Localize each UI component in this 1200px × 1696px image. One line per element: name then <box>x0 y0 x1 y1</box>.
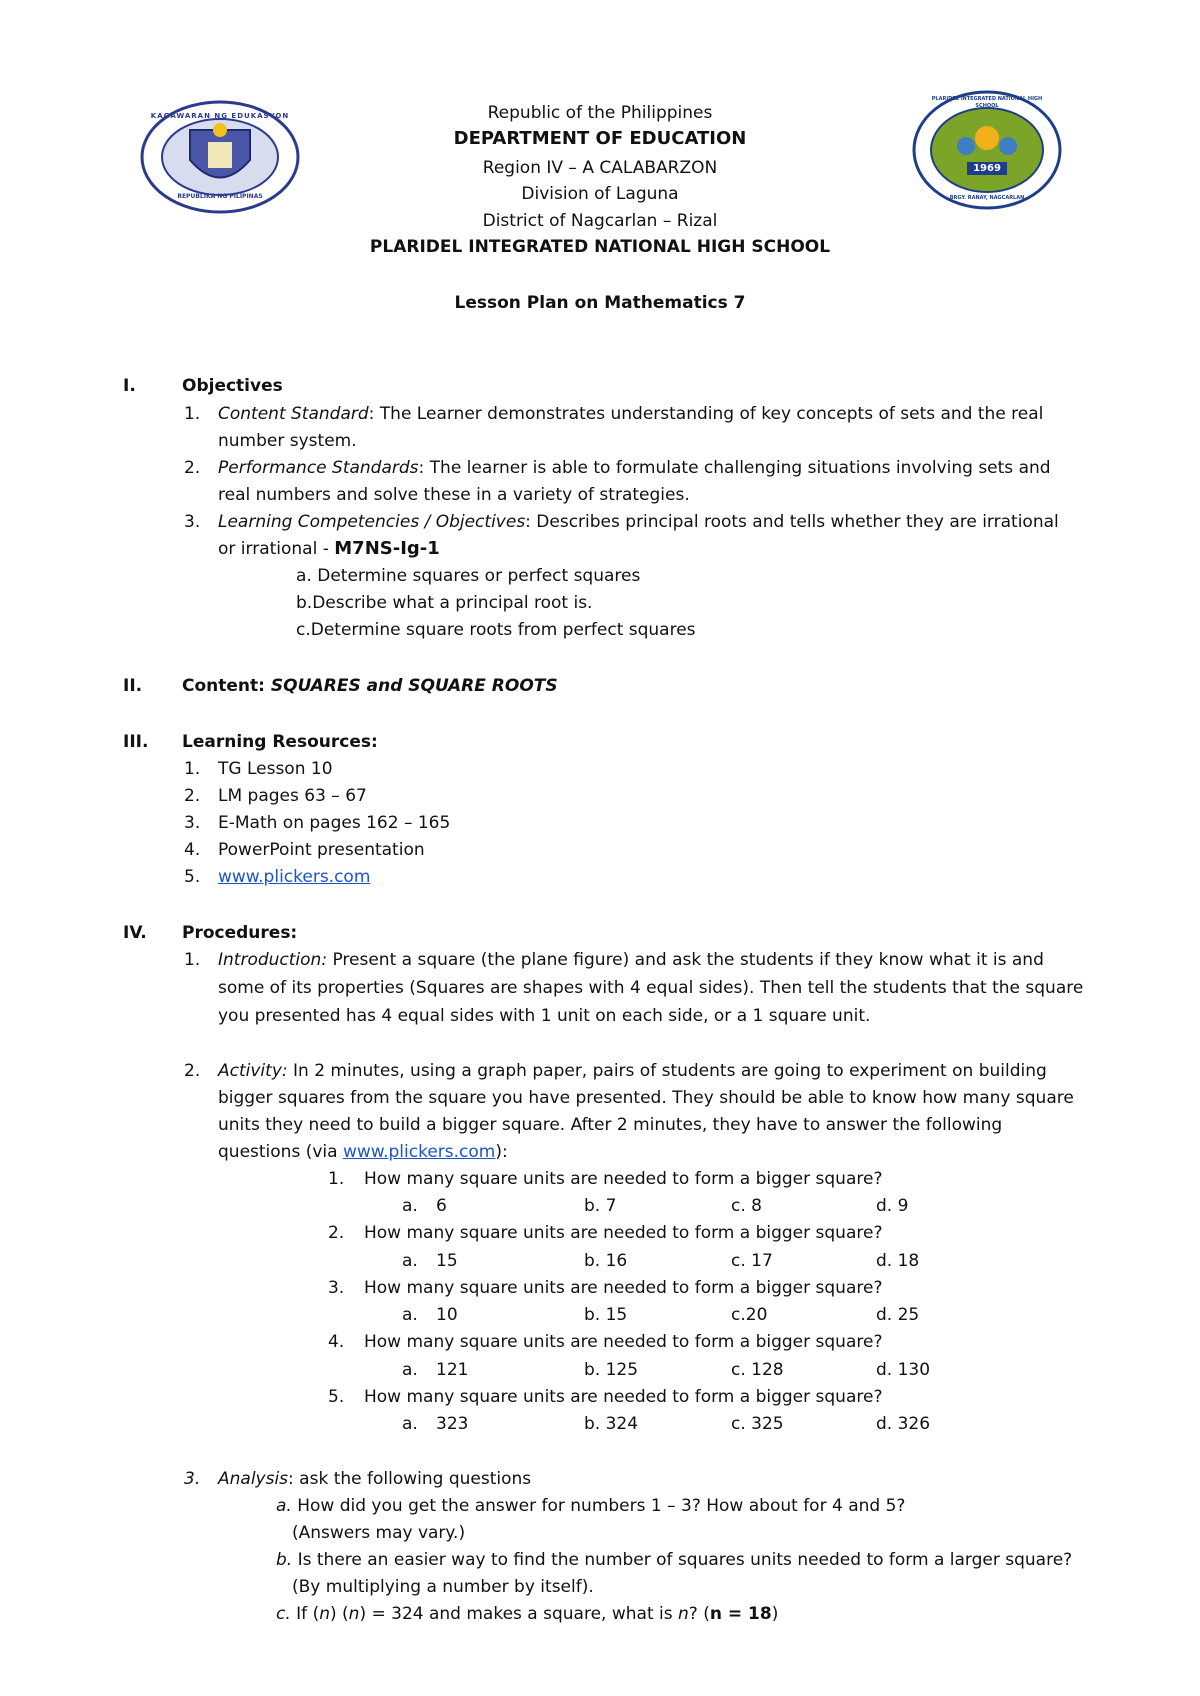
q4-choice-c: c. 128 <box>731 1360 784 1380</box>
activity-line2: bigger squares from the square you have presented. They should be able to know how many square <box>218 1088 1074 1108</box>
question-1-text: How many square units are needed to form a bigger square? <box>364 1169 883 1189</box>
resource-2-num: 2. <box>184 786 201 806</box>
plickers-link[interactable]: www.plickers.com <box>342 1142 496 1162</box>
activity-line3: units they need to build a bigger square. After 2 minutes, they have to answer the following <box>218 1115 1003 1135</box>
objective-1-text: : The Learner demonstrates understanding of key concepts of sets and the real <box>368 404 1044 424</box>
department-line: DEPARTMENT OF EDUCATION <box>453 128 747 149</box>
q4-choice-b: b. 125 <box>584 1360 639 1380</box>
resource-1-num: 1. <box>184 759 201 779</box>
analysis-c-mid: ) ( <box>330 1604 349 1624</box>
procedures-heading: Procedures: <box>182 923 298 943</box>
objective-1-label: Content Standard <box>218 404 369 424</box>
content-topic: SQUARES and SQUARE ROOTS <box>270 676 558 696</box>
q2-choice-c: c. 17 <box>731 1251 773 1271</box>
analysis-label: Analysis <box>218 1469 289 1489</box>
objective-1-line2: number system. <box>218 431 357 451</box>
intro-text1: Present a square (the plane figure) and ask the students if they know what it is and <box>327 950 1044 970</box>
resources-heading: Learning Resources: <box>182 732 378 752</box>
analysis-c-letter: c. <box>276 1604 291 1624</box>
resource-5-link[interactable]: www.plickers.com <box>218 867 371 887</box>
activity-label: Activity: <box>218 1061 288 1081</box>
content-heading <box>182 674 558 698</box>
objective-3-text2: or irrational - <box>218 539 335 559</box>
q3-choice-a-letter: a. <box>402 1305 418 1325</box>
analysis-c-n3: n <box>678 1604 689 1624</box>
resources-roman: III. <box>123 732 149 752</box>
analysis-c-n1: n <box>319 1604 330 1624</box>
q1-choice-a-letter: a. <box>402 1196 418 1216</box>
analysis-b <box>276 1548 1072 1572</box>
question-4-num: 4. <box>328 1332 345 1352</box>
analysis-b-answer: (By multiplying a number by itself). <box>292 1577 594 1597</box>
resource-4-num: 4. <box>184 840 201 860</box>
intro-line1 <box>218 948 1044 972</box>
q1-choice-d: d. 9 <box>876 1196 909 1216</box>
intro-line3: you presented has 4 equal sides with 1 unit on each side, or a 1 square unit. <box>218 1006 871 1026</box>
resource-3: E-Math on pages 162 – 165 <box>218 813 451 833</box>
objective-2-label: Performance Standards <box>218 458 419 478</box>
objective-1-num: 1. <box>184 404 201 424</box>
analysis-a-letter: a. <box>276 1496 292 1516</box>
objective-2-text: : The learner is able to formulate challenging situations involving sets and <box>418 458 1051 478</box>
q3-choice-c: c.20 <box>731 1305 768 1325</box>
lesson-title: Lesson Plan on Mathematics 7 <box>454 293 746 313</box>
analysis-c-answer: n = 18 <box>709 1604 772 1624</box>
objective-2-line2: real numbers and solve these in a variety of strategies. <box>218 485 690 505</box>
school-name: PLARIDEL INTEGRATED NATIONAL HIGH SCHOOL <box>369 237 831 257</box>
division-line: Division of Laguna <box>521 184 679 204</box>
school-seal-top-text: PLARIDEL INTEGRATED NATIONAL HIGH SCHOOL <box>931 96 1043 109</box>
q2-choice-d: d. 18 <box>876 1251 920 1271</box>
q2-choice-b: b. 16 <box>584 1251 628 1271</box>
q1-choice-b: b. 7 <box>584 1196 617 1216</box>
analysis-a-text: How did you get the answer for numbers 1 – 3? How about for 4 and 5? <box>291 1496 906 1516</box>
republic-line: Republic of the Philippines <box>487 103 713 123</box>
activity-line4 <box>218 1140 508 1164</box>
q5-choice-c: c. 325 <box>731 1414 784 1434</box>
q4-choice-d: d. 130 <box>876 1360 931 1380</box>
q5-choice-a: 323 <box>436 1414 469 1434</box>
q4-choice-a: 121 <box>436 1360 469 1380</box>
resource-2: LM pages 63 – 67 <box>218 786 367 806</box>
objective-sub-c: c.Determine square roots from perfect squares <box>296 620 696 640</box>
objective-3-num: 3. <box>184 512 201 532</box>
objective-3-code: M7NS-Ig-1 <box>334 538 440 559</box>
question-3-num: 3. <box>328 1278 345 1298</box>
q2-choice-a: 15 <box>436 1251 458 1271</box>
content-roman: II. <box>123 676 143 696</box>
analysis-a <box>276 1494 905 1518</box>
district-line: District of Nagcarlan – Rizal <box>482 211 718 231</box>
intro-num: 1. <box>184 950 201 970</box>
question-5-num: 5. <box>328 1387 345 1407</box>
analysis-b-letter: b. <box>276 1550 293 1570</box>
q4-choice-a-letter: a. <box>402 1360 418 1380</box>
analysis-c-pre: If ( <box>290 1604 320 1624</box>
question-2-text: How many square units are needed to form a bigger square? <box>364 1223 883 1243</box>
objective-3-line1 <box>218 510 1059 534</box>
activity-text1: In 2 minutes, using a graph paper, pairs of students are going to experiment on building <box>287 1061 1047 1081</box>
activity-num: 2. <box>184 1061 201 1081</box>
q1-choice-a: 6 <box>436 1196 447 1216</box>
analysis-num: 3. <box>184 1469 201 1489</box>
analysis-c-mid2: ) = 324 and makes a square, what is <box>359 1604 679 1624</box>
q2-choice-a-letter: a. <box>402 1251 418 1271</box>
objectives-heading: Objectives <box>182 376 283 396</box>
question-3-text: How many square units are needed to form a bigger square? <box>364 1278 883 1298</box>
activity-line4a: questions (via <box>218 1142 343 1162</box>
content-label: Content: <box>182 676 271 696</box>
q5-choice-b: b. 324 <box>584 1414 639 1434</box>
analysis-intro: : ask the following questions <box>288 1469 532 1489</box>
analysis-c <box>276 1602 778 1626</box>
objectives-roman: I. <box>123 376 136 396</box>
deped-seal-bottom-text: REPUBLIKA NG PILIPINAS <box>177 193 263 200</box>
objective-sub-a: a. Determine squares or perfect squares <box>296 566 641 586</box>
analysis-b-text: Is there an easier way to find the number of squares units needed to form a larger square? <box>292 1550 1073 1570</box>
resource-4: PowerPoint presentation <box>218 840 425 860</box>
q5-choice-a-letter: a. <box>402 1414 418 1434</box>
question-4-text: How many square units are needed to form a bigger square? <box>364 1332 883 1352</box>
intro-label: Introduction: <box>218 950 328 970</box>
school-seal-bottom-text: BRGY. RANAY, NAGCARLAN <box>949 195 1025 201</box>
school-seal-year: 1969 <box>973 163 1001 174</box>
objective-1-line1 <box>218 402 1043 426</box>
region-line: Region IV – A CALABARZON <box>482 158 718 178</box>
q5-choice-d: d. 326 <box>876 1414 931 1434</box>
objective-3-text: : Describes principal roots and tells whether they are irrational <box>525 512 1059 532</box>
objective-3-line2 <box>218 537 440 561</box>
procedures-roman: IV. <box>123 923 147 943</box>
analysis-c-n2: n <box>348 1604 360 1624</box>
objective-3-label: Learning Competencies / Objectives <box>218 512 526 532</box>
objective-2-num: 2. <box>184 458 201 478</box>
question-5-text: How many square units are needed to form a bigger square? <box>364 1387 883 1407</box>
q3-choice-a: 10 <box>436 1305 458 1325</box>
resource-5-num: 5. <box>184 867 201 887</box>
question-1-num: 1. <box>328 1169 345 1189</box>
activity-line4b: ): <box>495 1142 508 1162</box>
q1-choice-c: c. 8 <box>731 1196 762 1216</box>
resource-1: TG Lesson 10 <box>218 759 333 779</box>
analysis-a-answer: (Answers may vary.) <box>292 1523 466 1543</box>
q3-choice-b: b. 15 <box>584 1305 628 1325</box>
analysis-line <box>218 1467 531 1491</box>
objective-2-line1 <box>218 456 1051 480</box>
q3-choice-d: d. 25 <box>876 1305 920 1325</box>
activity-line1 <box>218 1059 1047 1083</box>
analysis-c-q: ? ( <box>688 1604 710 1624</box>
objective-sub-b: b.Describe what a principal root is. <box>296 593 593 613</box>
intro-line2: some of its properties (Squares are shapes with 4 equal sides). Then tell the students that the square <box>218 978 1084 998</box>
deped-seal-top-text: KAGAWARAN NG EDUKASYON <box>150 112 290 120</box>
resource-3-num: 3. <box>184 813 201 833</box>
question-2-num: 2. <box>328 1223 345 1243</box>
analysis-c-end: ) <box>771 1604 779 1624</box>
